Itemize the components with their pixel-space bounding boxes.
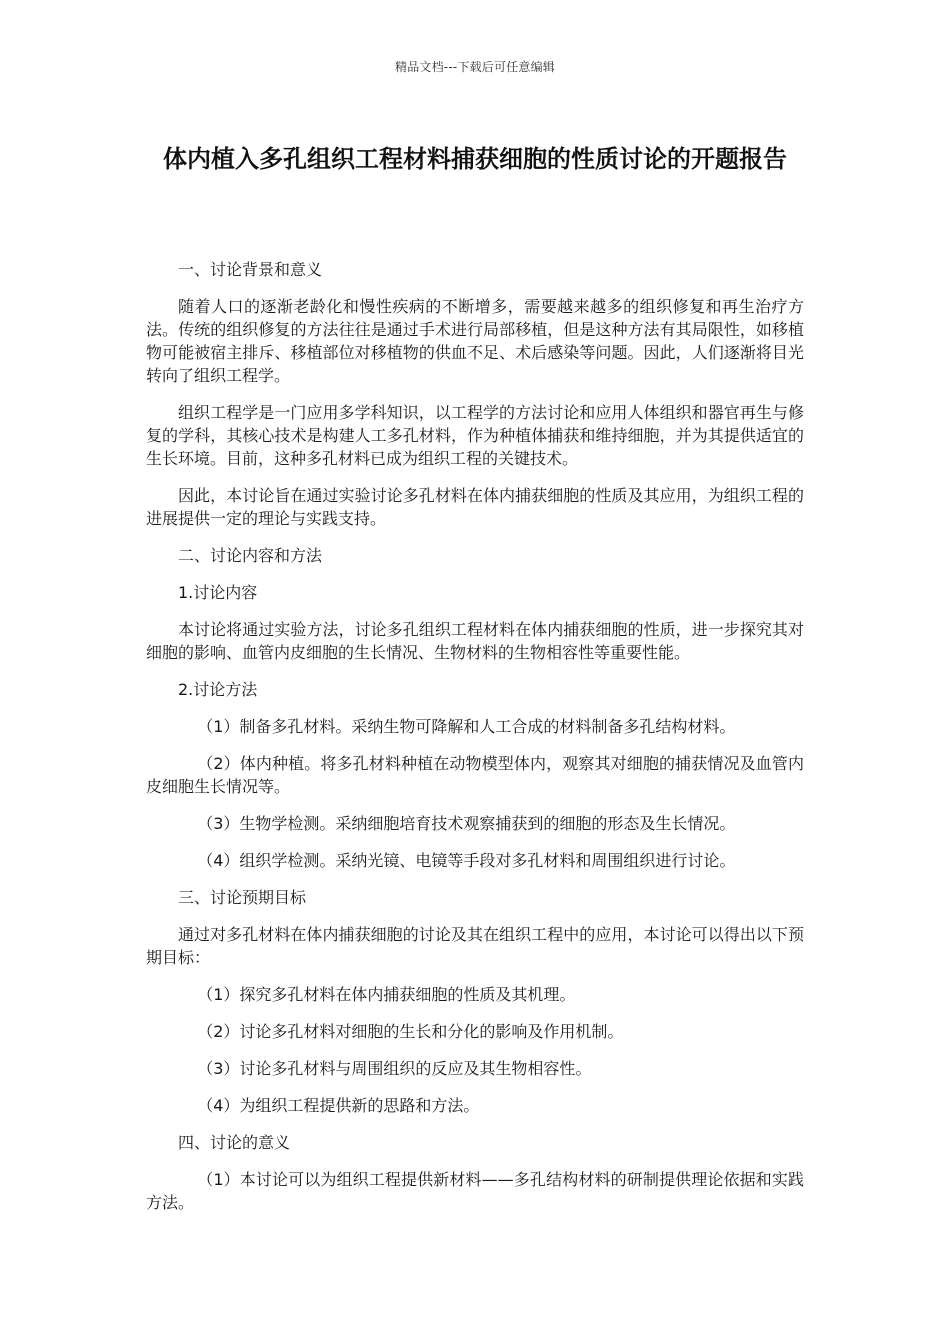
list-item: （3）生物学检测。采纳细胞培育技术观察捕获到的细胞的形态及生长情况。: [197, 814, 736, 833]
subsection-heading: 1.讨论内容: [178, 583, 258, 602]
document-title: 体内植入多孔组织工程材料捕获细胞的性质讨论的开题报告: [163, 145, 787, 173]
section-heading: 四、讨论的意义: [178, 1133, 291, 1152]
subsection-heading: 2.讨论方法: [178, 680, 258, 699]
paragraph: 因此，本讨论旨在通过实验讨论多孔材料在体内捕获细胞的性质及其应用，为组织工程的进展提供一定的理论与实践支持。: [146, 486, 804, 528]
list-item: （3）讨论多孔材料与周围组织的反应及其生物相容性。: [197, 1059, 592, 1078]
list-item: （2）讨论多孔材料对细胞的生长和分化的影响及作用机制。: [197, 1022, 624, 1041]
list-item: （1）本讨论可以为组织工程提供新材料——多孔结构材料的研制提供理论依据和实践方法。: [146, 1170, 804, 1212]
list-item: （1）探究多孔材料在体内捕获细胞的性质及其机理。: [197, 985, 576, 1004]
list-item: （2）体内种植。将多孔材料种植在动物模型体内，观察其对细胞的捕获情况及血管内皮细胞生长情况等。: [146, 754, 804, 796]
section-heading: 三、讨论预期目标: [178, 888, 307, 907]
list-item: （4）组织学检测。采纳光镜、电镜等手段对多孔材料和周围组织进行讨论。: [197, 851, 736, 870]
page-header: 精品文档---下载后可任意编辑: [395, 60, 555, 74]
list-item: （4）为组织工程提供新的思路和方法。: [197, 1096, 480, 1115]
paragraph: 组织工程学是一门应用多学科知识，以工程学的方法讨论和应用人体组织和器官再生与修复的学科，其核心技术是构建人工多孔材料，作为种植体捕获和维持细胞，并为其提供适宜的生长环境。目前，这种多孔材料已成为组织工程的关键技术。: [146, 403, 804, 468]
document-body: [146, 258, 804, 1228]
paragraph: 本讨论将通过实验方法，讨论多孔组织工程材料在体内捕获细胞的性质，进一步探究其对细胞的影响、血管内皮细胞的生长情况、生物材料的生物相容性等重要性能。: [146, 620, 804, 662]
list-item: （1）制备多孔材料。采纳生物可降解和人工合成的材料制备多孔结构材料。: [197, 717, 736, 736]
section-heading: 二、讨论内容和方法: [178, 546, 323, 565]
section-heading: 一、讨论背景和意义: [178, 260, 323, 279]
paragraph: 通过对多孔材料在体内捕获细胞的讨论及其在组织工程中的应用，本讨论可以得出以下预期目标：: [146, 925, 804, 967]
paragraph: 随着人口的逐渐老龄化和慢性疾病的不断增多，需要越来越多的组织修复和再生治疗方法。传统的组织修复的方法往往是通过手术进行局部移植，但是这种方法有其局限性，如移植物可能被宿主排斥、移植部位对移植物的供血不足、术后感染等问题。因此，人们逐渐将目光转向了组织工程学。: [146, 297, 804, 385]
